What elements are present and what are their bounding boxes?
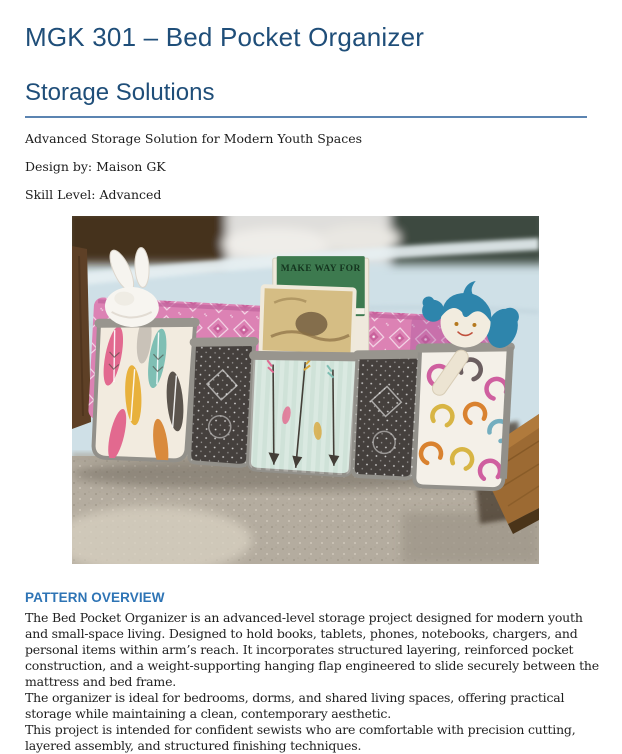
pocket-arrows [245,349,361,479]
book-title-text: MAKE WAY FOR [280,264,361,275]
overview-paragraph: The organizer is ideal for bedrooms, dorms, and shared living spaces, offering practical storage while maintaining a clean, contemporary aesthetic. [25,690,565,721]
product-photo [72,216,539,564]
page-title: MGK 301 – Bed Pocket Organizer [25,22,425,52]
storybook [260,256,368,355]
skill-level: Skill Level: Advanced [25,187,162,202]
pocket-horseshoes [413,342,518,491]
pocket-dark-2 [349,349,424,482]
overview-body [25,610,598,754]
overview-heading: PATTERN OVERVIEW [25,590,165,605]
overview-paragraph: The Bed Pocket Organizer is an advanced-level storage project designed for modern youth and small-space living. Designed to hold books, tablets, phones, notebooks, chargers, and personal items within arm’s reach. It incorporates structured layering, reinforced pocket construction, and a weight-supporting hanging flap engineered to slide securely between the mattress and bed frame. [25,610,599,689]
bed-pocket-organizer-illustration [72,216,539,564]
overview-paragraph: This project is intended for confident sewists who are comfortable with precision cutting, layered assembly, and structured finishing techniques. [25,722,576,753]
pocket-dark-1 [186,336,259,469]
pocket-feathers [91,313,195,473]
page-subtitle: Storage Solutions [25,79,587,118]
document-page [0,22,622,754]
design-by: Design by: Maison GK [25,159,166,174]
tagline: Advanced Storage Solution for Modern Youth Spaces [25,131,363,146]
